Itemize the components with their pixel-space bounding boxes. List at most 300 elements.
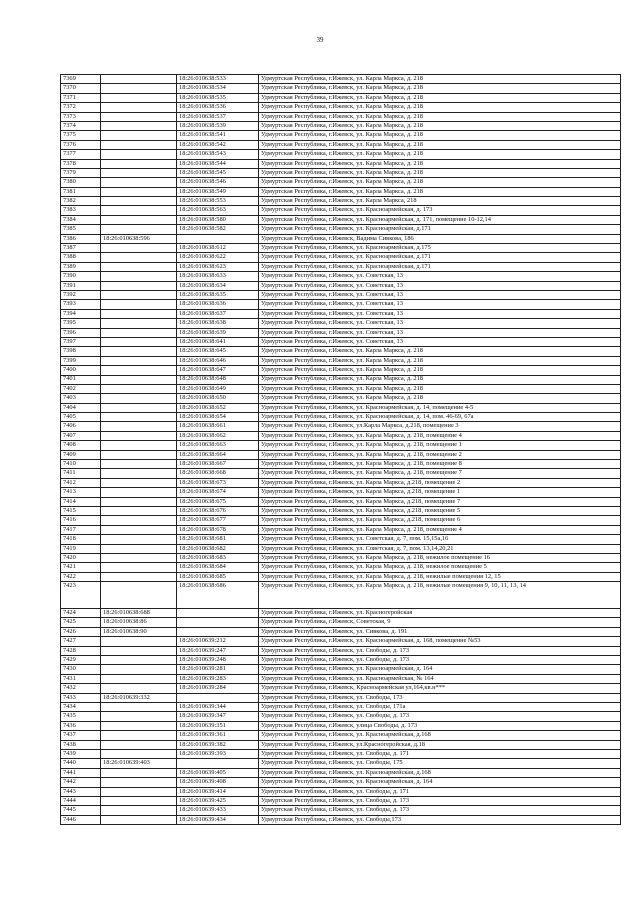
table-row xyxy=(61,582,621,609)
cadastral-number-b-cell: 18:26:010638:638 xyxy=(177,319,259,328)
cadastral-number-a-cell xyxy=(101,544,177,553)
row-number-cell: 7399 xyxy=(61,356,101,365)
cadastral-number-b-cell: 18:26:010638:536 xyxy=(177,103,259,112)
cadastral-number-a-cell xyxy=(101,347,177,356)
address-cell: Удмуртская Республика, г.Ижевск, ул. Советская, 13 xyxy=(259,281,621,290)
cadastral-number-a-cell: 18:26:010639:332 xyxy=(101,693,177,702)
table-row xyxy=(61,637,621,646)
table-row xyxy=(61,618,621,627)
address-cell: Удмуртская Республика, г.Ижевск, ул. Карла Маркса, д. 218 xyxy=(259,150,621,159)
address-cell: Удмуртская Республика, г.Ижевск, ул. Красноармейская, д.171 xyxy=(259,253,621,262)
table-row xyxy=(61,244,621,253)
row-number-cell: 7373 xyxy=(61,112,101,121)
address-cell: Удмуртская Республика, г.Ижевск, ул. Карла Маркса, д.218, помещение 7 xyxy=(259,497,621,506)
address-cell: Удмуртская Республика, г.Ижевск, ул. Красноармейская, д.168 xyxy=(259,731,621,740)
table-row xyxy=(61,497,621,506)
cadastral-number-b-cell: 18:26:010638:652 xyxy=(177,403,259,412)
cadastral-number-b-cell: 18:26:010639:414 xyxy=(177,787,259,796)
row-number-cell: 7387 xyxy=(61,244,101,253)
cadastral-number-b-cell: 18:26:010638:649 xyxy=(177,384,259,393)
table-row xyxy=(61,703,621,712)
row-number-cell: 7372 xyxy=(61,103,101,112)
cadastral-number-b-cell: 18:26:010638:633 xyxy=(177,272,259,281)
address-cell: Удмуртская Республика, г.Ижевск, ул. Карла Маркса, д. 218, помещение 8 xyxy=(259,460,621,469)
cadastral-number-b-cell: 18:26:010638:662 xyxy=(177,431,259,440)
cadastral-number-a-cell xyxy=(101,582,177,609)
address-cell: Удмуртская Республика, г.Ижевск, ул. Карла Маркса, д. 218 xyxy=(259,384,621,393)
registry-body xyxy=(61,75,621,825)
table-row xyxy=(61,778,621,787)
table-row xyxy=(61,413,621,422)
cadastral-number-b-cell: 18:26:010638:537 xyxy=(177,112,259,121)
address-cell: Удмуртская Республика, г.Ижевск, ул. Карла Маркса, д. 218 xyxy=(259,356,621,365)
cadastral-number-a-cell xyxy=(101,75,177,84)
table-row xyxy=(61,441,621,450)
cadastral-number-a-cell xyxy=(101,319,177,328)
row-number-cell: 7413 xyxy=(61,488,101,497)
table-row xyxy=(61,544,621,553)
cadastral-number-a-cell xyxy=(101,637,177,646)
cadastral-number-a-cell xyxy=(101,488,177,497)
row-number-cell: 7439 xyxy=(61,749,101,758)
cadastral-number-a-cell xyxy=(101,674,177,683)
address-cell: Удмуртская Республика, г.Ижевск, ул. Свободы, д. 173 xyxy=(259,796,621,805)
row-number-cell: 7445 xyxy=(61,806,101,815)
address-cell: Удмуртская Республика, г.Ижевск, ул. Карла Маркса, д. 218 xyxy=(259,93,621,102)
address-cell: Удмуртская Республика, г.Ижевск, ул. Карла Маркса, д. 218 xyxy=(259,121,621,130)
cadastral-number-b-cell: 18:26:010638:677 xyxy=(177,516,259,525)
cadastral-number-b-cell: 18:26:010639:382 xyxy=(177,740,259,749)
cadastral-number-b-cell: 18:26:010638:685 xyxy=(177,572,259,581)
cadastral-number-a-cell xyxy=(101,749,177,758)
row-number-cell: 7386 xyxy=(61,234,101,243)
cadastral-number-a-cell: 18:26:010638:90 xyxy=(101,627,177,636)
cadastral-number-b-cell: 18:26:010639:433 xyxy=(177,806,259,815)
row-number-cell: 7434 xyxy=(61,703,101,712)
address-cell: Удмуртская Республика, г.Ижевск, ул. Красноармейская, д.171 xyxy=(259,225,621,234)
row-number-cell: 7380 xyxy=(61,178,101,187)
address-cell: Удмуртская Республика, г.Ижевск, ул. Карла Маркса, д. 218 xyxy=(259,131,621,140)
address-cell: Удмуртская Республика, г.Ижевск, ул. Советская, 13 xyxy=(259,328,621,337)
address-cell: Удмуртская Республика, г.Ижевск, ул. Красноармейская, д. 173 xyxy=(259,206,621,215)
cadastral-number-b-cell: 18:26:010638:661 xyxy=(177,422,259,431)
address-cell: Удмуртская Республика, г.Ижевск, ул. Карла Маркса, д. 218 xyxy=(259,140,621,149)
table-row xyxy=(61,281,621,290)
table-row xyxy=(61,159,621,168)
table-row xyxy=(61,84,621,93)
row-number-cell: 7446 xyxy=(61,815,101,824)
address-cell: Удмуртская Республика, г.Ижевск, ул. Карла Маркса, д. 218 xyxy=(259,178,621,187)
cadastral-number-a-cell xyxy=(101,244,177,253)
address-cell: Удмуртская Республика, г.Ижевск, ул. Свободы, д. 173 xyxy=(259,646,621,655)
cadastral-number-a-cell xyxy=(101,168,177,177)
cadastral-number-b-cell: 18:26:010638:650 xyxy=(177,394,259,403)
table-row xyxy=(61,684,621,693)
row-number-cell: 7416 xyxy=(61,516,101,525)
cadastral-number-a-cell: 18:26:010638:86 xyxy=(101,618,177,627)
row-number-cell: 7441 xyxy=(61,768,101,777)
row-number-cell: 7374 xyxy=(61,121,101,130)
address-cell: Удмуртская Республика, г.Ижевск, ул. Красноармейская, д. 164 xyxy=(259,778,621,787)
cadastral-number-a-cell xyxy=(101,93,177,102)
address-cell: Удмуртская Республика, г.Ижевск, ул. Красноармейская, д. 14, пом. 46-69, 67а xyxy=(259,413,621,422)
address-cell: Удмуртская Республика, г.Ижевск, Советская, 9 xyxy=(259,618,621,627)
cadastral-number-b-cell: 18:26:010638:681 xyxy=(177,535,259,544)
table-row xyxy=(61,731,621,740)
table-row xyxy=(61,572,621,581)
address-cell: Удмуртская Республика, г.Ижевск, улица Свободы, д. 173 xyxy=(259,721,621,730)
table-row xyxy=(61,488,621,497)
row-number-cell: 7426 xyxy=(61,627,101,636)
row-number-cell: 7421 xyxy=(61,563,101,572)
table-row xyxy=(61,112,621,121)
address-cell: Удмуртская Республика, г.Ижевск, ул. Советская, 13 xyxy=(259,290,621,299)
row-number-cell: 7412 xyxy=(61,478,101,487)
table-row xyxy=(61,516,621,525)
row-number-cell: 7437 xyxy=(61,731,101,740)
row-number-cell: 7409 xyxy=(61,450,101,459)
table-row xyxy=(61,469,621,478)
address-cell: Удмуртская Республика, г.Ижевск, Вадима Сивкова, 186 xyxy=(259,234,621,243)
cadastral-number-b-cell: 18:26:010639:434 xyxy=(177,815,259,824)
row-number-cell: 7382 xyxy=(61,197,101,206)
address-cell: Удмуртская Республика, г.Ижевск, ул. Карла Маркса, д. 218 xyxy=(259,75,621,84)
cadastral-number-a-cell xyxy=(101,516,177,525)
cadastral-number-a-cell xyxy=(101,787,177,796)
address-cell: Удмуртская Республика, г.Ижевск, ул. Карла Маркса, д. 218 xyxy=(259,159,621,168)
row-number-cell: 7369 xyxy=(61,75,101,84)
row-number-cell: 7429 xyxy=(61,656,101,665)
row-number-cell: 7388 xyxy=(61,253,101,262)
row-number-cell: 7422 xyxy=(61,572,101,581)
table-row xyxy=(61,272,621,281)
address-cell: Удмуртская Республика, г.Ижевск, ул. Карла Маркса, д. 218 xyxy=(259,103,621,112)
table-row xyxy=(61,712,621,721)
cadastral-number-b-cell: 18:26:010638:667 xyxy=(177,460,259,469)
cadastral-number-a-cell xyxy=(101,572,177,581)
address-cell: Удмуртская Республика, г.Ижевск, ул. Свободы, 173 xyxy=(259,693,621,702)
row-number-cell: 7376 xyxy=(61,140,101,149)
table-row xyxy=(61,749,621,758)
cadastral-number-a-cell xyxy=(101,796,177,805)
address-cell: Удмуртская Республика, г.Ижевск, ул. Карла Маркса, д.218, помещение 1 xyxy=(259,488,621,497)
cadastral-number-a-cell xyxy=(101,103,177,112)
cadastral-number-a-cell xyxy=(101,469,177,478)
address-cell: Удмуртская Республика, г.Ижевск, ул. Красноармейская, д.168 xyxy=(259,768,621,777)
table-row xyxy=(61,262,621,271)
row-number-cell: 7371 xyxy=(61,93,101,102)
cadastral-number-a-cell xyxy=(101,731,177,740)
cadastral-number-b-cell: 18:26:010638:623 xyxy=(177,262,259,271)
row-number-cell: 7392 xyxy=(61,290,101,299)
address-cell: Удмуртская Республика, г.Ижевск, ул. Советская, д. 7, пом. 13,14,20,21 xyxy=(259,544,621,553)
table-row xyxy=(61,553,621,562)
row-number-cell: 7427 xyxy=(61,637,101,646)
address-cell: Удмуртская Республика, г.Ижевск, ул. Карла Маркса, д. 218, нежилые помещения 12, 15 xyxy=(259,572,621,581)
row-number-cell: 7401 xyxy=(61,375,101,384)
cadastral-number-b-cell: 18:26:010638:682 xyxy=(177,544,259,553)
cadastral-number-a-cell xyxy=(101,197,177,206)
cadastral-number-b-cell: 18:26:010638:678 xyxy=(177,525,259,534)
cadastral-number-b-cell: 18:26:010638:553 xyxy=(177,197,259,206)
address-cell: Удмуртская Республика, г.Ижевск, ул.Карла Маркса, д.218, помещение 3 xyxy=(259,422,621,431)
address-cell: Удмуртская Республика, г.Ижевск, ул. Карла Маркса, д. 218, помещение 2 xyxy=(259,450,621,459)
table-row xyxy=(61,460,621,469)
cadastral-number-a-cell xyxy=(101,665,177,674)
cadastral-number-b-cell: 18:26:010638:543 xyxy=(177,150,259,159)
cadastral-number-a-cell xyxy=(101,478,177,487)
row-number-cell: 7411 xyxy=(61,469,101,478)
cadastral-number-b-cell: 18:26:010638:636 xyxy=(177,300,259,309)
row-number-cell: 7385 xyxy=(61,225,101,234)
cadastral-number-b-cell: 18:26:010638:612 xyxy=(177,244,259,253)
row-number-cell: 7402 xyxy=(61,384,101,393)
row-number-cell: 7442 xyxy=(61,778,101,787)
address-cell: Удмуртская Республика, г.Ижевск, ул. Карла Маркса, д. 218, помещение 4 xyxy=(259,431,621,440)
table-row xyxy=(61,740,621,749)
cadastral-number-a-cell xyxy=(101,450,177,459)
cadastral-number-a-cell xyxy=(101,281,177,290)
row-number-cell: 7400 xyxy=(61,366,101,375)
table-row xyxy=(61,206,621,215)
address-cell: Удмуртская Республика, г.Ижевск, ул. Свободы, 175 xyxy=(259,759,621,768)
cadastral-number-a-cell xyxy=(101,272,177,281)
table-row xyxy=(61,384,621,393)
cadastral-number-b-cell: 18:26:010638:673 xyxy=(177,478,259,487)
table-row xyxy=(61,178,621,187)
cadastral-number-b-cell: 18:26:010639:248 xyxy=(177,656,259,665)
table-row xyxy=(61,131,621,140)
cadastral-number-a-cell xyxy=(101,656,177,665)
cadastral-number-b-cell: 18:26:010638:641 xyxy=(177,337,259,346)
cadastral-number-b-cell xyxy=(177,693,259,702)
cadastral-number-a-cell xyxy=(101,497,177,506)
table-row xyxy=(61,506,621,515)
address-cell: Удмуртская Республика, г.Ижевск, ул. Карла Маркса, д. 218 xyxy=(259,168,621,177)
cadastral-number-b-cell: 18:26:010638:683 xyxy=(177,553,259,562)
address-cell: Удмуртская Республика, г.Ижевск, ул. Карла Маркса, д. 218 xyxy=(259,112,621,121)
address-cell: Удмуртская Республика, г.Ижевск, ул. Карла Маркса, д. 218 xyxy=(259,366,621,375)
table-row xyxy=(61,563,621,572)
cadastral-number-b-cell xyxy=(177,234,259,243)
address-cell: Удмуртская Республика, г.Ижевск, ул. Красноармейская, № 164 xyxy=(259,674,621,683)
cadastral-number-a-cell xyxy=(101,553,177,562)
cadastral-number-a-cell xyxy=(101,403,177,412)
cadastral-number-a-cell xyxy=(101,563,177,572)
table-row xyxy=(61,721,621,730)
address-cell: Удмуртская Республика, г.Ижевск, ул. Советская, 13 xyxy=(259,309,621,318)
table-row xyxy=(61,478,621,487)
row-number-cell: 7438 xyxy=(61,740,101,749)
address-cell: Удмуртская Республика, г.Ижевск, ул. Советская, 13 xyxy=(259,300,621,309)
cadastral-number-a-cell xyxy=(101,375,177,384)
cadastral-number-b-cell: 18:26:010638:539 xyxy=(177,121,259,130)
row-number-cell: 7383 xyxy=(61,206,101,215)
table-row xyxy=(61,121,621,130)
table-row xyxy=(61,140,621,149)
table-row xyxy=(61,787,621,796)
cadastral-number-a-cell xyxy=(101,253,177,262)
address-cell: Удмуртская Республика, г.Ижевск, ул. Карла Маркса, 218 xyxy=(259,197,621,206)
address-cell: Удмуртская Республика, г.Ижевск, Красноармейская ул,164,кв.н*** xyxy=(259,684,621,693)
cadastral-number-a-cell xyxy=(101,225,177,234)
row-number-cell: 7415 xyxy=(61,506,101,515)
table-row xyxy=(61,309,621,318)
table-row xyxy=(61,215,621,224)
registry-table xyxy=(60,74,621,825)
cadastral-number-b-cell: 18:26:010638:664 xyxy=(177,450,259,459)
address-cell: Удмуртская Республика, г.Ижевск, ул. Карла Маркса, д. 218, нежилое помещение 5 xyxy=(259,563,621,572)
address-cell: Удмуртская Республика, г.Ижевск, ул. Карла Маркса, д. 218, нежилые помещения 9, 10, 11, 13, 14 xyxy=(259,582,621,609)
cadastral-number-b-cell: 18:26:010638:545 xyxy=(177,168,259,177)
table-row xyxy=(61,168,621,177)
row-number-cell: 7377 xyxy=(61,150,101,159)
cadastral-number-b-cell: 18:26:010638:648 xyxy=(177,375,259,384)
address-cell: Удмуртская Республика, г.Ижевск, ул. Свободы, д. 171 xyxy=(259,749,621,758)
cadastral-number-b-cell: 18:26:010639:344 xyxy=(177,703,259,712)
cadastral-number-b-cell: 18:26:010639:347 xyxy=(177,712,259,721)
table-row xyxy=(61,525,621,534)
table-row xyxy=(61,253,621,262)
cadastral-number-b-cell: 18:26:010638:563 xyxy=(177,206,259,215)
table-row xyxy=(61,656,621,665)
table-row xyxy=(61,103,621,112)
address-cell: Удмуртская Республика, г.Ижевск, ул. Красноармейская, д. 171, помещение 10-12,14 xyxy=(259,215,621,224)
table-row xyxy=(61,422,621,431)
cadastral-number-a-cell xyxy=(101,215,177,224)
address-cell: Удмуртская Республика, г.Ижевск, ул. Красноармейская, д.175 xyxy=(259,244,621,253)
address-cell: Удмуртская Республика, г.Ижевск, ул. Красноармейская, д.171 xyxy=(259,262,621,271)
address-cell: Удмуртская Республика, г.Ижевск, ул. Советская, д. 7, пом. 15,15а,16 xyxy=(259,535,621,544)
cadastral-number-b-cell: 18:26:010638:635 xyxy=(177,290,259,299)
row-number-cell: 7440 xyxy=(61,759,101,768)
cadastral-number-a-cell xyxy=(101,140,177,149)
cadastral-number-b-cell: 18:26:010638:546 xyxy=(177,178,259,187)
address-cell: Удмуртская Республика, г.Ижевск, ул. Красноармейская, д. 168, помещение №53 xyxy=(259,637,621,646)
cadastral-number-b-cell: 18:26:010638:637 xyxy=(177,309,259,318)
cadastral-number-a-cell xyxy=(101,535,177,544)
row-number-cell: 7419 xyxy=(61,544,101,553)
cadastral-number-b-cell: 18:26:010639:425 xyxy=(177,796,259,805)
cadastral-number-b-cell: 18:26:010639:405 xyxy=(177,768,259,777)
row-number-cell: 7396 xyxy=(61,328,101,337)
address-cell: Удмуртская Республика, г.Ижевск, ул. Свободы, д. 173 xyxy=(259,806,621,815)
page-number: 39 xyxy=(316,36,324,44)
cadastral-number-b-cell: 18:26:010638:663 xyxy=(177,441,259,450)
table-row xyxy=(61,234,621,243)
row-number-cell: 7414 xyxy=(61,497,101,506)
cadastral-number-b-cell: 18:26:010638:639 xyxy=(177,328,259,337)
address-cell: Удмуртская Республика, г.Ижевск, ул. Советская, 13 xyxy=(259,319,621,328)
cadastral-number-b-cell: 18:26:010638:684 xyxy=(177,563,259,572)
cadastral-number-a-cell xyxy=(101,431,177,440)
cadastral-number-a-cell xyxy=(101,384,177,393)
address-cell: Удмуртская Республика, г.Ижевск, ул. Свободы, д. 173 xyxy=(259,656,621,665)
row-number-cell: 7379 xyxy=(61,168,101,177)
row-number-cell: 7381 xyxy=(61,187,101,196)
address-cell: Удмуртская Республика, г.Ижевск, ул. Красноармейская, д. 164 xyxy=(259,665,621,674)
cadastral-number-a-cell xyxy=(101,778,177,787)
row-number-cell: 7432 xyxy=(61,684,101,693)
address-cell: Удмуртская Республика, г.Ижевск, ул. Советская, 13 xyxy=(259,337,621,346)
address-cell: Удмуртская Республика, г.Ижевск, ул. Карла Маркса, д. 218, помещение 1 xyxy=(259,441,621,450)
cadastral-number-b-cell: 18:26:010638:668 xyxy=(177,469,259,478)
cadastral-number-b-cell: 18:26:010638:675 xyxy=(177,497,259,506)
cadastral-number-a-cell xyxy=(101,262,177,271)
row-number-cell: 7431 xyxy=(61,674,101,683)
cadastral-number-a-cell xyxy=(101,703,177,712)
cadastral-number-b-cell: 18:26:010638:676 xyxy=(177,506,259,515)
row-number-cell: 7390 xyxy=(61,272,101,281)
table-row xyxy=(61,300,621,309)
table-row xyxy=(61,394,621,403)
cadastral-number-b-cell: 18:26:010639:284 xyxy=(177,684,259,693)
cadastral-number-a-cell: 18:26:010639:403 xyxy=(101,759,177,768)
row-number-cell: 7435 xyxy=(61,712,101,721)
cadastral-number-a-cell xyxy=(101,187,177,196)
table-row xyxy=(61,93,621,102)
table-row xyxy=(61,815,621,824)
address-cell: Удмуртская Республика, г.Ижевск, ул. Карла Маркса, д.218, помещение 6 xyxy=(259,516,621,525)
cadastral-number-b-cell: 18:26:010638:582 xyxy=(177,225,259,234)
cadastral-number-a-cell xyxy=(101,356,177,365)
table-row xyxy=(61,768,621,777)
address-cell: Удмуртская Республика, г.Ижевск, ул. Карла Маркса, д. 218 xyxy=(259,84,621,93)
table-row xyxy=(61,627,621,636)
cadastral-number-a-cell xyxy=(101,159,177,168)
cadastral-number-b-cell: 18:26:010638:647 xyxy=(177,366,259,375)
cadastral-number-a-cell xyxy=(101,815,177,824)
cadastral-number-b-cell xyxy=(177,609,259,618)
cadastral-number-a-cell xyxy=(101,300,177,309)
table-row xyxy=(61,759,621,768)
address-cell: Удмуртская Республика, г.Ижевск, ул. Карла Маркса, д.218, помещение 2 xyxy=(259,478,621,487)
cadastral-number-a-cell xyxy=(101,413,177,422)
cadastral-number-b-cell: 18:26:010638:686 xyxy=(177,582,259,609)
address-cell: Удмуртская Республика, г.Ижевск, ул. Карла Маркса, д.218, помещение 5 xyxy=(259,506,621,515)
row-number-cell: 7408 xyxy=(61,441,101,450)
table-row xyxy=(61,366,621,375)
row-number-cell: 7436 xyxy=(61,721,101,730)
address-cell: Удмуртская Республика, г.Ижевск, ул. Свободы,173 xyxy=(259,815,621,824)
cadastral-number-b-cell: 18:26:010639:408 xyxy=(177,778,259,787)
row-number-cell: 7398 xyxy=(61,347,101,356)
cadastral-number-a-cell xyxy=(101,150,177,159)
cadastral-number-b-cell: 18:26:010638:674 xyxy=(177,488,259,497)
cadastral-number-b-cell: 18:26:010638:541 xyxy=(177,131,259,140)
table-row xyxy=(61,187,621,196)
cadastral-number-b-cell: 18:26:010639:283 xyxy=(177,674,259,683)
address-cell: Удмуртская Республика, г.Ижевск, ул.Красногеройская, д.18 xyxy=(259,740,621,749)
cadastral-number-b-cell: 18:26:010638:535 xyxy=(177,93,259,102)
row-number-cell: 7395 xyxy=(61,319,101,328)
cadastral-number-a-cell xyxy=(101,740,177,749)
row-number-cell: 7424 xyxy=(61,609,101,618)
table-row xyxy=(61,806,621,815)
cadastral-number-b-cell: 18:26:010638:549 xyxy=(177,187,259,196)
row-number-cell: 7407 xyxy=(61,431,101,440)
cadastral-number-a-cell: 18:26:010638:688 xyxy=(101,609,177,618)
address-cell: Удмуртская Республика, г.Ижевск, ул. Карла Маркса, д. 218 xyxy=(259,394,621,403)
address-cell: Удмуртская Республика, г.Ижевск, ул. Свободы, д. 171 xyxy=(259,787,621,796)
address-cell: Удмуртская Республика, г.Ижевск, ул. Советская, 13 xyxy=(259,272,621,281)
cadastral-number-b-cell xyxy=(177,627,259,636)
cadastral-number-b-cell: 18:26:010638:533 xyxy=(177,75,259,84)
cadastral-number-a-cell xyxy=(101,525,177,534)
cadastral-number-a-cell xyxy=(101,309,177,318)
cadastral-number-a-cell xyxy=(101,646,177,655)
table-row xyxy=(61,356,621,365)
